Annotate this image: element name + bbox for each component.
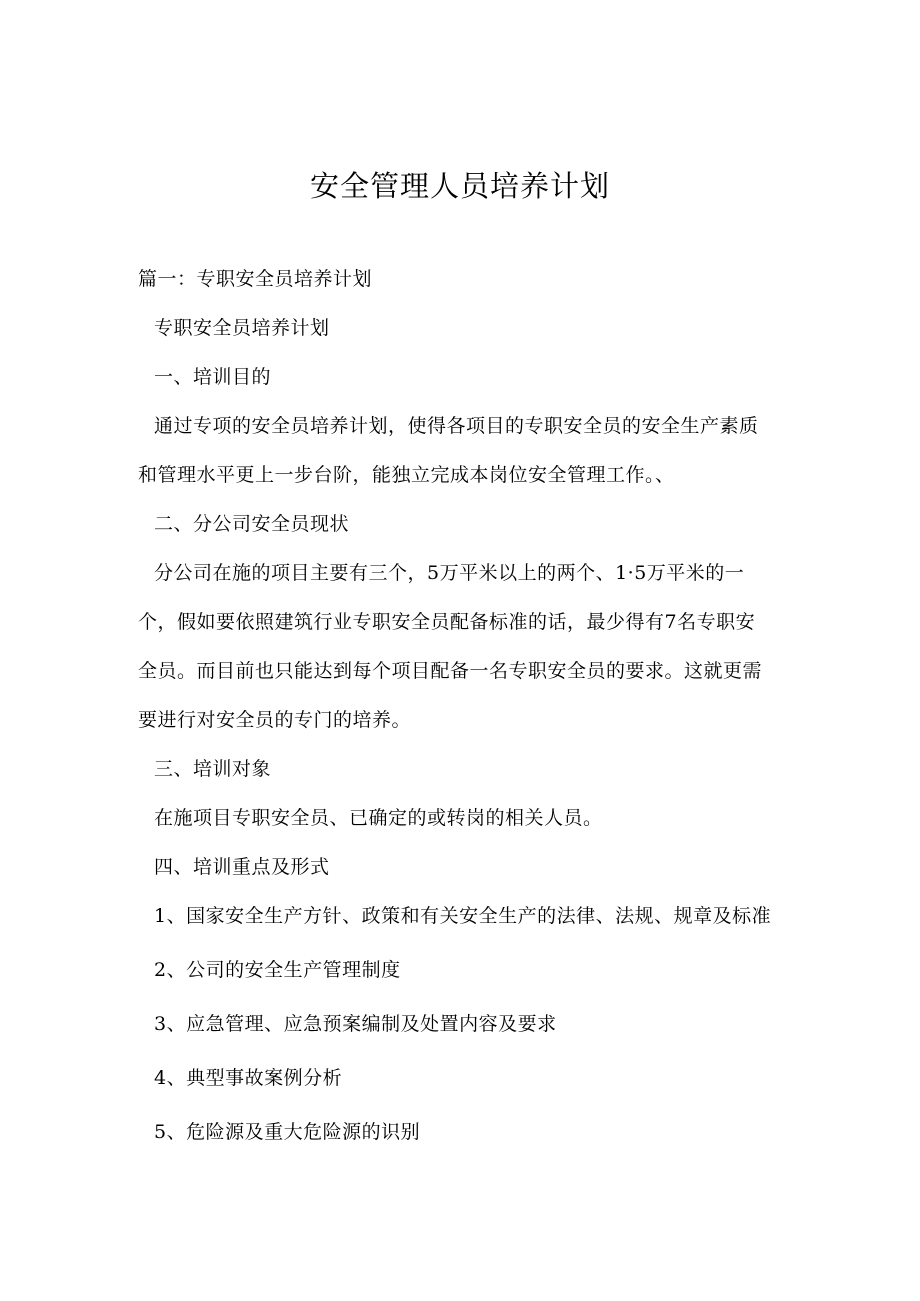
section-heading-part-one: 篇一：专职安全员培养计划 — [138, 268, 373, 290]
heading-current-status: 二、分公司安全员现状 — [154, 513, 350, 535]
paragraph-line: 和管理水平更上一步台阶，能独立完成本岗位安全管理工作。、 — [138, 464, 675, 486]
list-item: 1、国家安全生产方针、政策和有关安全生产的法律、法规、规章及标准 — [154, 905, 772, 927]
list-item: 4、典型事故案例分析 — [154, 1067, 343, 1089]
list-item: 5、危险源及重大危险源的识别 — [154, 1121, 421, 1143]
heading-training-target: 三、培训对象 — [154, 758, 272, 780]
document-title: 安全管理人员培养计划 — [309, 169, 610, 203]
paragraph-line: 分公司在施的项目主要有三个，5万平米以上的两个、1·5万平米的一 — [154, 562, 745, 584]
paragraph-line: 全员。而目前也只能达到每个项目配备一名专职安全员的要求。这就更需 — [138, 660, 763, 682]
heading-training-focus: 四、培训重点及形式 — [154, 856, 330, 878]
paragraph-line: 通过专项的安全员培养计划，使得各项目的专职安全员的安全生产素质 — [154, 415, 759, 437]
paragraph-line: 在施项目专职安全员、已确定的或转岗的相关人员。 — [154, 807, 603, 829]
heading-training-purpose: 一、培训目的 — [154, 366, 272, 388]
list-item: 3、应急管理、应急预案编制及处置内容及要求 — [154, 1013, 557, 1035]
subtitle-line: 专职安全员培养计划 — [154, 317, 330, 339]
paragraph-line: 要进行对安全员的专门的培养。 — [138, 709, 412, 731]
list-item: 2、公司的安全生产管理制度 — [154, 959, 401, 981]
paragraph-line: 个，假如要依照建筑行业专职安全员配备标准的话，最少得有7名专职安 — [138, 611, 756, 633]
